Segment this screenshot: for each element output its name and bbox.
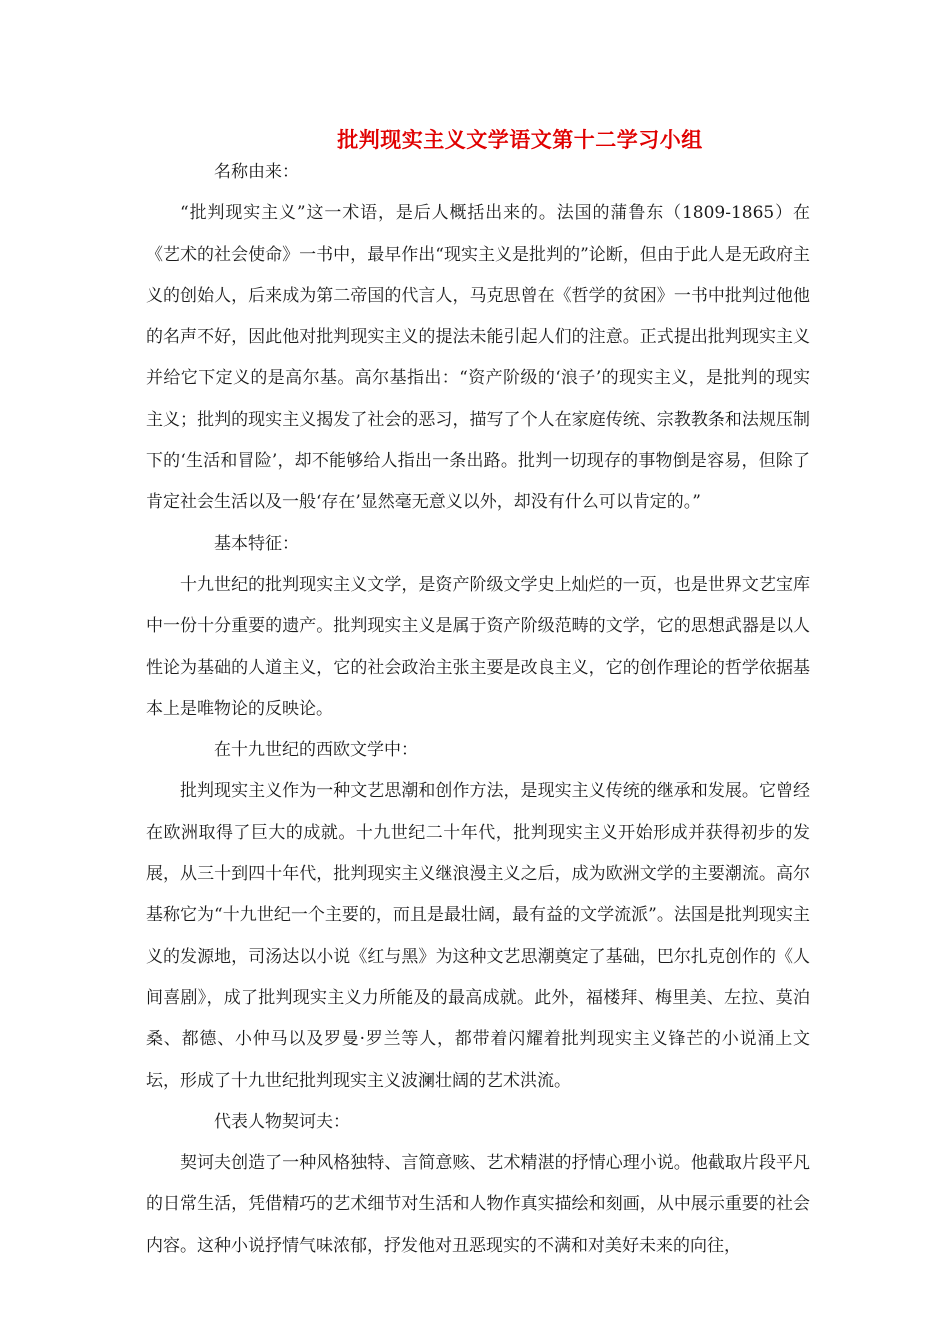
- paragraph: 批判现实主义作为一种文艺思潮和创作方法，是现实主义传统的继承和发展。它曾经在欧洲取得了巨大的成就。十九世纪二十年代，批判现实主义开始形成并获得初步的发展，从三十到四十年代，批判现实主义继浪漫主义之后，成为欧洲文学的主要潮流。高尔基称它为“十九世纪一个主要的，而且是最壮阔，最有益的文学流派”。法国是批判现实主义的发源地，司汤达以小说《红与黑》为这种文艺思潮奠定了基础，巴尔扎克创作的《人间喜剧》，成了批判现实主义力所能及的最高成就。此外，福楼拜、梅里美、左拉、莫泊桑、都德、小仲马以及罗曼·罗兰等人，都带着闪耀着批判现实主义锋芒的小说涌上文坛，形成了十九世纪批判现实主义波澜壮阔的艺术洪流。: [146, 781, 810, 1091]
- section-heading: 基本特征：: [214, 533, 299, 554]
- section-heading: 代表人物契诃夫：: [214, 1111, 350, 1132]
- paragraph: “批判现实主义”这一术语，是后人概括出来的。法国的蒲鲁东（1809-1865）在《艺术的社会使命》一书中，最早作出“现实主义是批判的”论断，但由于此人是无政府主义的创始人，后来成为第二帝国的代言人，马克思曾在《哲学的贫困》一书中批判过他他的名声不好，因此他对批判现实主义的提法未能引起人们的注意。正式提出批判现实主义并给它下定义的是高尔基。高尔基指出：“资产阶级的‘浪子’的现实主义，是批判的现实主义；批判的现实主义揭发了社会的恶习，描写了个人在家庭传统、宗教教条和法规压制下的‘生活和冒险’，却不能够给人指出一条出路。批判一切现存的事物倒是容易，但除了肯定社会生活以及一般‘存在’显然毫无意义以外，却没有什么可以肯定的。”: [146, 203, 810, 513]
- document-title: 批判现实主义文学语文第十二学习小组: [337, 128, 703, 152]
- document-body: [146, 152, 810, 1267]
- section-heading: 名称由来：: [214, 162, 299, 182]
- section-heading: 在十九世纪的西欧文学中：: [214, 740, 418, 761]
- paragraph: 十九世纪的批判现实主义文学，是资产阶级文学史上灿烂的一页，也是世界文艺宝库中一份十分重要的遗产。批判现实主义是属于资产阶级范畴的文学，它的思想武器是以人性论为基础的人道主义，它的社会政治主张主要是改良主义，它的创作理论的哲学依据基本上是唯物论的反映论。: [146, 574, 810, 719]
- paragraph: 契诃夫创造了一种风格独特、言简意赅、艺术精湛的抒情心理小说。他截取片段平凡的日常生活，凭借精巧的艺术细节对生活和人物作真实描绘和刻画，从中展示重要的社会内容。这种小说抒情气味浓郁，抒发他对丑恶现实的不满和对美好未来的向往，: [146, 1153, 810, 1256]
